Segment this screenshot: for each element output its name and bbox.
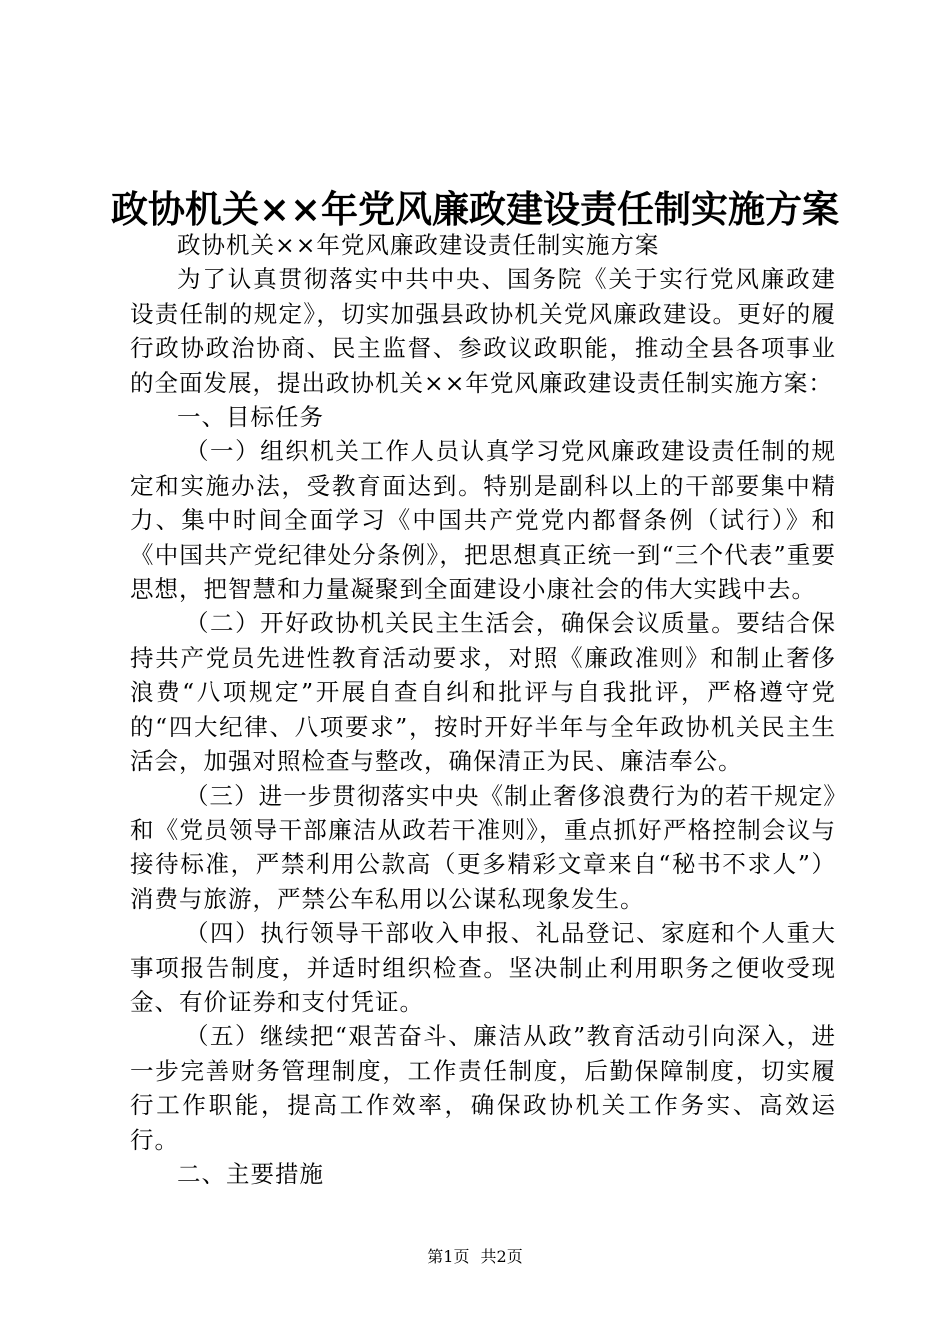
goal-item-1: （一）组织机关工作人员认真学习党风廉政建设责任制的规定和实施办法，受教育面达到。特别是副科以上的干部要集中精力、集中时间全面学习《中国共产党党内都督条例（试行）》和《中国共产党纪律处分条例》，把思想真正统一到“三个代表”重要思想，把智慧和力量凝聚到全面建设小康社会的伟大实践中去。 (130, 437, 836, 604)
goal-item-3: （三）进一步贯彻落实中央《制止奢侈浪费行为的若干规定》和《党员领导干部廉洁从政若干准则》，重点抓好严格控制会议与接待标准，严禁利用公款高（更多精彩文章来自“秘书不求人”）消费与旅游，严禁公车私用以公谋私现象发生。 (130, 781, 836, 913)
page-total: 共2页 (480, 1247, 523, 1266)
section-heading-measures: 二、主要措施 (177, 1159, 324, 1188)
goal-item-4: （四）执行领导干部收入申报、礼品登记、家庭和个人重大事项报告制度，并适时组织检查。坚决制止利用职务之便收受现金、有价证券和支付凭证。 (130, 919, 836, 1016)
subtitle-paragraph: 政协机关××年党风廉政建设责任制实施方案 (177, 231, 660, 259)
intro-paragraph: 为了认真贯彻落实中共中央、国务院《关于实行党风廉政建设责任制的规定》，切实加强县政协机关党风廉政建设。更好的履行政协政治协商、民主监督、参政议政职能，推动全县各项事业的全面发展，提出政协机关××年党风廉政建设责任制实施方案： (130, 265, 836, 397)
section-heading-goals: 一、目标任务 (177, 403, 324, 432)
goal-item-5: （五）继续把“艰苦奋斗、廉洁从政”教育活动引向深入，进一步完善财务管理制度，工作责任制度，后勤保障制度，切实履行工作职能，提高工作效率，确保政协机关工作务实、高效运行。 (130, 1022, 836, 1154)
page-number: 第1页 (427, 1247, 470, 1266)
document-body (130, 228, 836, 1191)
document-title: 政协机关××年党风廉政建设责任制实施方案 (110, 187, 839, 231)
goal-item-2: （二）开好政协机关民主生活会，确保会议质量。要结合保持共产党员先进性教育活动要求，对照《廉政准则》和制止奢侈浪费“八项规定”开展自查自纠和批评与自我批评，严格遵守党的“四大纪律、八项要求”，按时开好半年与全年政协机关民主生活会，加强对照检查与整改，确保清正为民、廉洁奉公。 (130, 609, 836, 776)
page-footer (0, 1244, 950, 1267)
